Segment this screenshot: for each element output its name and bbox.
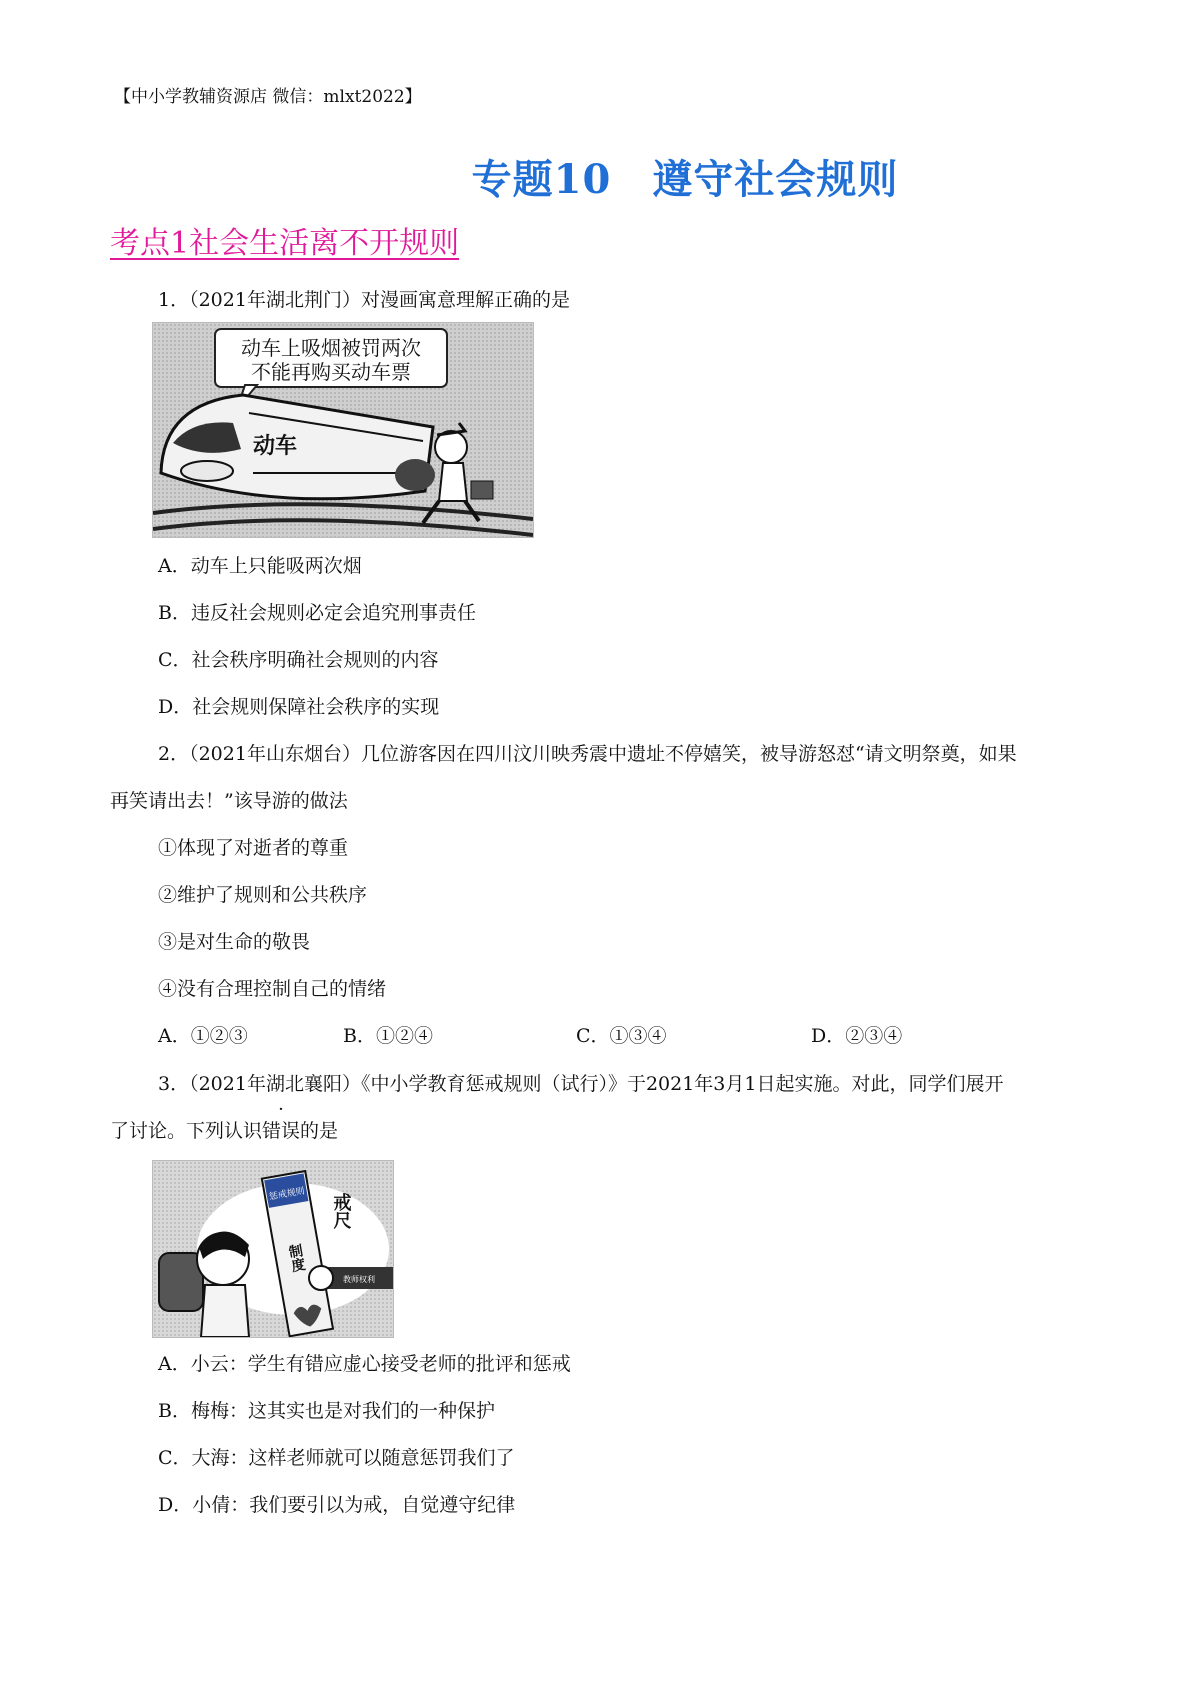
q3-stem-text-b: 的是 [300,1120,339,1142]
q1-stem: 1．（2021年湖北荆门）对漫画寓意理解正确的是 [158,289,570,311]
q3-option-d: D．小倩：我们要引以为戒，自觉遵守纪律 [158,1494,516,1516]
q2-stem-line2: 再笑请出去！”该导游的做法 [110,790,348,812]
section-heading: 考点1社会生活离不开规则 [110,226,460,261]
q3-stem-line2 [110,1119,338,1143]
ruler-main-label: 戒尺 [330,1193,352,1229]
q2-option-a: A．①②③ [158,1025,248,1047]
ruler-top-label: 惩戒规则 [268,1186,306,1203]
ruler-side-label: 制度 [285,1242,307,1274]
sleeve-label: 教师权利 [343,1275,375,1284]
q1-option-b: B．违反社会规则必定会追究刑事责任 [158,602,476,624]
q1-cartoon [152,322,534,538]
page-title: 专题10 遵守社会规则 [471,156,899,203]
q3-cartoon [152,1160,394,1338]
q2-stem-line1: 2．（2021年山东烟台）几位游客因在四川汶川映秀震中遗址不停嬉笑，被导游怒怼“请文明祭奠，如果 [158,743,1017,765]
q1-option-c: C．社会秩序明确社会规则的内容 [158,649,439,671]
train-cartoon-drawing [153,323,533,537]
q1-option-a: A．动车上只能吸两次烟 [158,555,362,577]
bubble-text-1: 动车上吸烟被罚两次 [241,336,421,360]
q2-option-c: C．①③④ [576,1025,667,1047]
q1-option-d: D．社会规则保障社会秩序的实现 [158,696,440,718]
ruler-cartoon-drawing [153,1161,393,1337]
q2-item-2: ②维护了规则和公共秩序 [158,884,368,906]
q2-option-d: D．②③④ [811,1025,903,1047]
train-label: 动车 [253,434,298,459]
q3-stem-text-a: 了讨论。下列认识 [110,1120,263,1142]
q3-stem-line1: 3．（2021年湖北襄阳）《中小学教育惩戒规则（试行）》于2021年3月1日起实施。对此，同学们展开 [158,1073,1004,1095]
q2-item-4: ④没有合理控制自己的情绪 [158,978,387,1000]
q3-option-c: C．大海：这样老师就可以随意惩罚我们了 [158,1447,515,1469]
bubble-text-2: 不能再购买动车票 [251,360,411,384]
q2-item-1: ①体现了对逝者的尊重 [158,837,349,859]
q3-stem-emphasis: 错误 [262,1120,301,1142]
q3-option-b: B．梅梅：这其实也是对我们的一种保护 [158,1400,495,1422]
q2-option-b: B．①②④ [343,1025,433,1047]
page-header: 【中小学教辅资源店 微信：mlxt2022】 [114,87,422,107]
q2-item-3: ③是对生命的敬畏 [158,931,311,953]
q3-option-a: A．小云：学生有错应虚心接受老师的批评和惩戒 [158,1353,571,1375]
